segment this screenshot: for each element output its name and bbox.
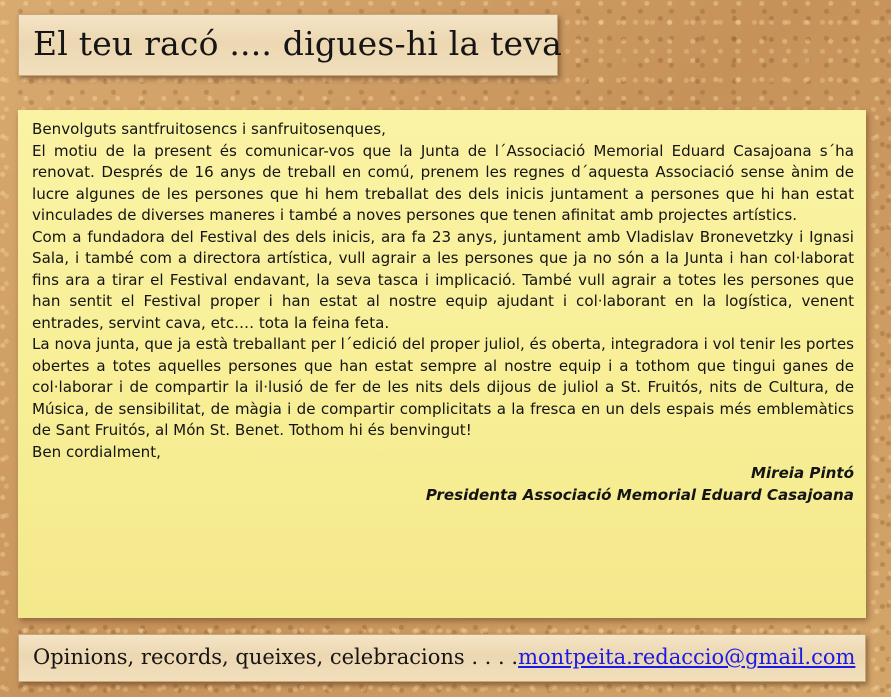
letter-paragraph-2: Com a fundadora del Festival des dels inicis, ara fa 23 anys, juntament amb Vladislav Bronevetzky i Ignasi Sala, i també com a directora artística, vull agrair a les persones que ja no són a la Junta i han col·laborat fins ara a tirar el Festival endavant, la seva tasca i implicació. També vull agrair a totes les persones que han sentit el Festival proper i han estat al nostre equip ajudant i col·laborant en la logística, venent entrades, servint cava, etc.… tota la feina feta. [32,227,854,332]
signature-name: Mireia Pintó [750,464,854,482]
letter-paragraph-3: La nova junta, que ja està treballant per l´edició del proper juliol, és oberta, integradora i vol tenir les portes obertes a totes aquelles persones que han estat sempre al nostre equip i a tothom que tingui ganes de col·laborar i de compartir la il·lusió de fer de les nits dels dijous de juliol a St. Fruitós, nits de Cultura, de Música, de sensibilitat, de màgia i de compartir complicitats a la fresca en un dels espais més emblemàtics de Sant Fruitós, al Món St. Benet. Tothom hi és benvingut! [32,335,854,439]
letter-paragraph-1: El motiu de la present és comunicar-vos que la Junta de l´Associació Memorial Eduard Casajoana s´ha renovat. Després de 16 anys de treball en comú, prenem les regnes d´aquesta Associació sense ànim de lucre algunes de les persones que hi hem treballat des dels inicis juntament a persones que hi han estat vinculades de diverses maneres i també a noves persones que tenen afinitat amb projectes artístics. [32,141,854,224]
title-banner [18,14,562,76]
page-title: El teu racó .... digues-hi la teva [33,24,562,63]
footer-prompt: Opinions, records, queixes, celebracions . . . . [33,645,519,669]
signature-title: Presidenta Associació Memorial Eduard Casajoana [425,485,854,504]
letter-salutation: Benvolguts santfruitosencs i sanfruitosenques, [32,120,386,138]
letter-closing: Ben cordialment, [32,442,161,461]
letter-note [18,110,866,618]
email-link[interactable]: montpeita.redaccio@gmail.com [518,645,856,669]
footer-banner [18,634,866,682]
footer-line [33,645,855,669]
letter-body [32,119,854,463]
